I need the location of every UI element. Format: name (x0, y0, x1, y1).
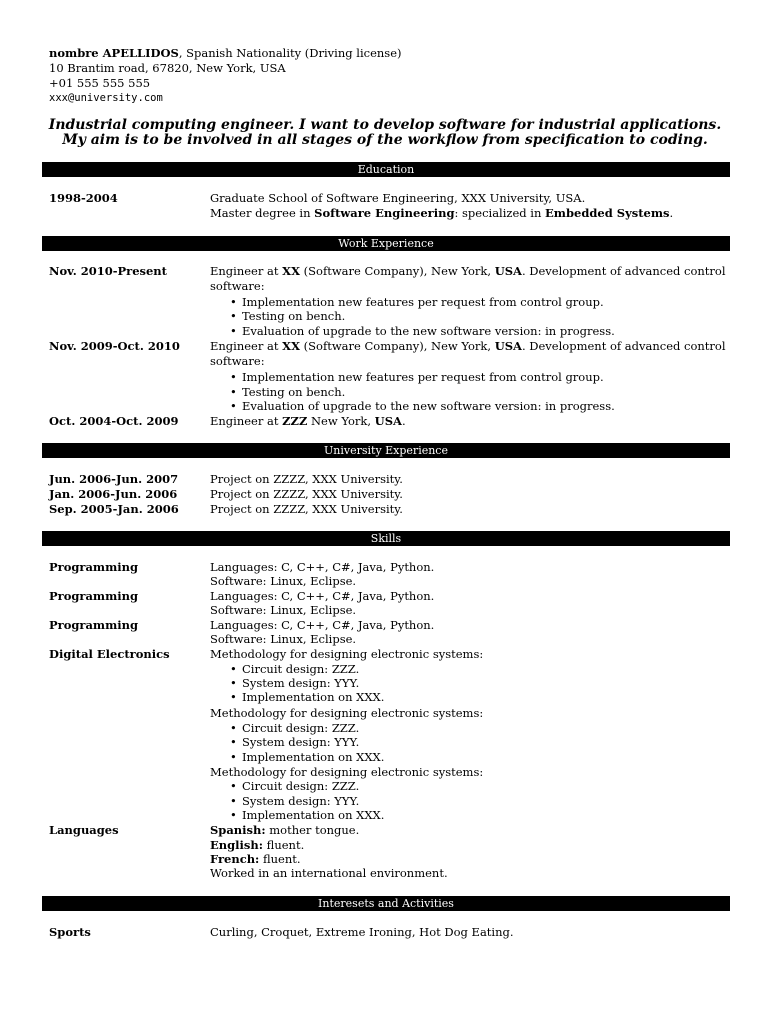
bullet-text: Testing on bench. (242, 309, 346, 323)
language-level: mother tongue. (265, 823, 360, 837)
interest-text: Curling, Croquet, Extreme Ironing, Hot Dog Eating. (210, 925, 514, 939)
language-english (210, 838, 304, 852)
bullet-icon: • (230, 324, 237, 338)
skill-software: Software: Linux, Eclipse. (210, 603, 357, 617)
job-text: . Development of advanced control (521, 339, 726, 353)
job-description-cont: software: (210, 279, 265, 293)
list-item (230, 735, 359, 749)
list-item (230, 808, 384, 822)
skill-languages: Languages: C, C++, C#, Java, Python. (210, 589, 435, 603)
bullet-text: Implementation new features per request from control group. (242, 370, 604, 384)
interest-label: Sports (49, 925, 91, 939)
language-french (210, 852, 301, 866)
job-period: Nov. 2010-Present (49, 264, 167, 278)
project-text: Project on ZZZZ, XXX University. (210, 472, 403, 486)
education-degree (210, 206, 673, 220)
bullet-text: Implementation on XXX. (242, 690, 385, 704)
bullet-icon: • (230, 735, 237, 749)
bullet-icon: • (230, 750, 237, 764)
job-text: Engineer at (210, 339, 283, 353)
header-name-line (49, 46, 402, 60)
list-item (230, 721, 359, 735)
bullet-icon: • (230, 309, 237, 323)
university-heading: University Experience (42, 443, 730, 458)
degree-text: Master degree in (210, 206, 315, 220)
bullet-text: System design: YYY. (242, 794, 360, 808)
list-item (230, 399, 615, 413)
bullet-text: System design: YYY. (242, 735, 360, 749)
job-description (210, 264, 726, 278)
skill-label: Programming (49, 589, 139, 603)
bullet-text: Evaluation of upgrade to the new software version: in progress. (242, 324, 615, 338)
job-period: Nov. 2009-Oct. 2010 (49, 339, 180, 353)
job-text: New York, (307, 414, 375, 428)
education-school: Graduate School of Software Engineering, XXX University, USA. (210, 191, 586, 205)
skill-label: Programming (49, 618, 139, 632)
education-heading: Education (42, 162, 730, 177)
skill-languages: Languages: C, C++, C#, Java, Python. (210, 560, 435, 574)
skill-methodology: Methodology for designing electronic systems: (210, 765, 484, 779)
language-name: English: (210, 838, 263, 852)
job-text: Engineer at (210, 414, 283, 428)
bullet-icon: • (230, 721, 237, 735)
skills-heading: Skills (42, 531, 730, 546)
bullet-text: Implementation on XXX. (242, 808, 385, 822)
bullet-icon: • (230, 690, 237, 704)
address: 10 Brantim road, 67820, New York, USA (49, 61, 286, 75)
job-text: Engineer at (210, 264, 283, 278)
bullet-icon: • (230, 779, 237, 793)
job-text: . Development of advanced control (521, 264, 726, 278)
list-item (230, 750, 384, 764)
skill-methodology: Methodology for designing electronic systems: (210, 647, 484, 661)
nationality: , Spanish Nationality (Driving license) (178, 46, 402, 60)
person-name: nombre APELLIDOS (49, 46, 179, 60)
education-period: 1998-2004 (49, 191, 118, 205)
bullet-text: Circuit design: ZZZ. (242, 779, 360, 793)
bullet-icon: • (230, 794, 237, 808)
language-name: French: (210, 852, 260, 866)
job-description (210, 414, 406, 428)
degree-field: Software Engineering (314, 206, 455, 220)
objective-line-2: My aim is to be involved in all stages of the workflow from specification to coding. (62, 132, 708, 148)
job-company: ZZZ (282, 414, 308, 428)
bullet-icon: • (230, 295, 237, 309)
objective-line-1: Industrial computing engineer. I want to develop software for industrial applications. (48, 117, 722, 133)
bullet-text: System design: YYY. (242, 676, 360, 690)
language-level: fluent. (263, 838, 305, 852)
skill-software: Software: Linux, Eclipse. (210, 632, 357, 646)
bullet-icon: • (230, 808, 237, 822)
skill-label: Digital Electronics (49, 647, 170, 661)
interests-heading: Interesets and Activities (42, 896, 730, 911)
job-text: . (401, 414, 406, 428)
job-text: (Software Company), New York, (300, 264, 495, 278)
language-intl: Worked in an international environment. (210, 866, 448, 880)
list-item (230, 370, 604, 384)
job-description-cont: software: (210, 354, 265, 368)
bullet-text: Evaluation of upgrade to the new software version: in progress. (242, 399, 615, 413)
list-item (230, 662, 359, 676)
list-item (230, 309, 345, 323)
degree-text: : specialized in (454, 206, 546, 220)
job-description (210, 339, 726, 353)
bullet-text: Circuit design: ZZZ. (242, 721, 360, 735)
job-country: USA (374, 414, 402, 428)
skill-methodology: Methodology for designing electronic systems: (210, 706, 484, 720)
phone: +01 555 555 555 (49, 76, 151, 90)
job-company: XX (282, 339, 301, 353)
job-period: Oct. 2004-Oct. 2009 (49, 414, 179, 428)
bullet-text: Implementation new features per request from control group. (242, 295, 604, 309)
skill-software: Software: Linux, Eclipse. (210, 574, 357, 588)
bullet-icon: • (230, 662, 237, 676)
bullet-text: Circuit design: ZZZ. (242, 662, 360, 676)
bullet-icon: • (230, 370, 237, 384)
project-text: Project on ZZZZ, XXX University. (210, 487, 403, 501)
language-spanish (210, 823, 359, 837)
list-item (230, 295, 604, 309)
list-item (230, 385, 345, 399)
skill-label: Languages (49, 823, 119, 837)
list-item (230, 324, 615, 338)
job-country: USA (494, 264, 522, 278)
list-item (230, 690, 384, 704)
bullet-text: Testing on bench. (242, 385, 346, 399)
project-text: Project on ZZZZ, XXX University. (210, 502, 403, 516)
bullet-icon: • (230, 385, 237, 399)
job-company: XX (282, 264, 301, 278)
degree-text: . (669, 206, 674, 220)
list-item (230, 794, 359, 808)
bullet-icon: • (230, 399, 237, 413)
bullet-icon: • (230, 676, 237, 690)
skill-label: Programming (49, 560, 139, 574)
project-period: Jan. 2006-Jun. 2006 (49, 487, 178, 501)
job-country: USA (494, 339, 522, 353)
project-period: Sep. 2005-Jan. 2006 (49, 502, 179, 516)
work-heading: Work Experience (42, 236, 730, 251)
list-item (230, 676, 359, 690)
degree-specialization: Embedded Systems (545, 206, 670, 220)
job-text: (Software Company), New York, (300, 339, 495, 353)
language-name: Spanish: (210, 823, 266, 837)
list-item (230, 779, 359, 793)
language-level: fluent. (259, 852, 301, 866)
skill-languages: Languages: C, C++, C#, Java, Python. (210, 618, 435, 632)
project-period: Jun. 2006-Jun. 2007 (49, 472, 179, 486)
email: xxx@university.com (49, 92, 163, 104)
bullet-text: Implementation on XXX. (242, 750, 385, 764)
